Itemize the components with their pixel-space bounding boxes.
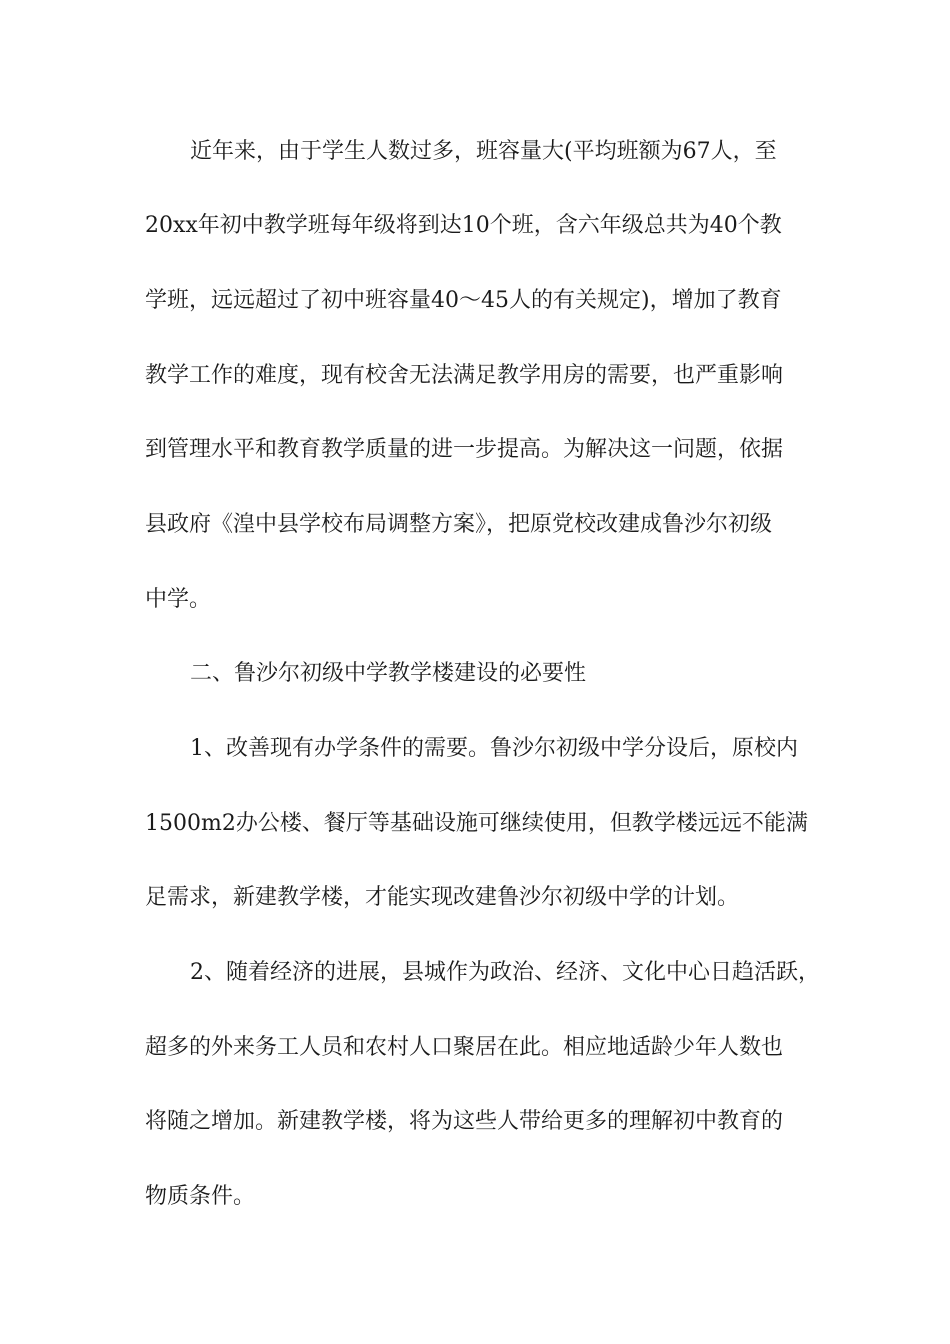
- text-line-11: 足需求，新建教学楼，才能实现改建鲁沙尔初级中学的计划。: [145, 885, 740, 910]
- text-line-7: 中学。: [145, 587, 212, 612]
- text-line-3: 学班，远远超过了初中班容量40～45人的有关规定)，增加了教育: [145, 288, 782, 313]
- section-heading: 二、鲁沙尔初级中学教学楼建设的必要性: [190, 661, 587, 686]
- text-line-14: 将随之增加。新建教学楼，将为这些人带给更多的理解初中教育的: [145, 1109, 784, 1134]
- text-line-13: 超多的外来务工人员和农村人口聚居在此。相应地适龄少年人数也: [145, 1035, 784, 1060]
- text-line-2: 20xx年初中教学班每年级将到达10个班，含六年级总共为40个教: [145, 213, 782, 238]
- text-line-4: 教学工作的难度，现有校舍无法满足教学用房的需要，也严重影响: [145, 363, 784, 388]
- text-line-10: 1500m2办公楼、餐厅等基础设施可继续使用，但教学楼远远不能满: [145, 811, 808, 836]
- text-line-9: 1、改善现有办学条件的需要。鲁沙尔初级中学分设后，原校内: [190, 736, 798, 761]
- text-line-12: 2、随着经济的进展，县城作为政治、经济、文化中心日趋活跃，: [190, 960, 820, 985]
- text-line-15: 物质条件。: [145, 1184, 256, 1209]
- text-line-1: 近年来，由于学生人数过多，班容量大(平均班额为67人，至: [190, 139, 777, 164]
- text-line-6: 县政府《湟中县学校布局调整方案》，把原党校改建成鲁沙尔初级: [145, 512, 773, 537]
- text-line-5: 到管理水平和教育教学质量的进一步提高。为解决这一问题，依据: [145, 437, 784, 462]
